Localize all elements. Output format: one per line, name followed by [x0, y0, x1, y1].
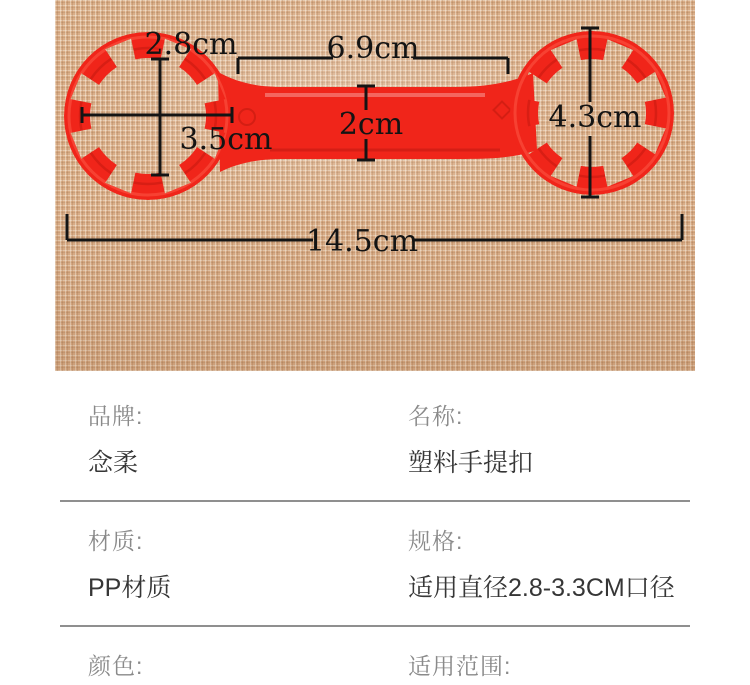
- spec-cell-brand: [88, 377, 408, 500]
- spec-value-spec: 适用直径2.8-3.3CM口径: [408, 574, 675, 602]
- dim-label-bar-width: 2cm: [338, 107, 404, 142]
- spec-label-spec: 规格:: [408, 528, 464, 554]
- spec-cell-name: [408, 377, 690, 500]
- spec-cell-material: [88, 502, 408, 625]
- dimension-bar-length: [238, 31, 508, 74]
- spec-cell-spec: [408, 502, 690, 625]
- dim-label-inner-left: 2.8cm: [144, 27, 238, 62]
- dim-label-outer-left: 3.5cm: [179, 122, 273, 157]
- handle-buckle-illustration: [55, 0, 695, 371]
- dim-label-total-length: 14.5cm: [305, 224, 419, 259]
- spec-value-brand: 念柔: [88, 449, 139, 477]
- spec-label-brand: 品牌:: [88, 403, 144, 429]
- spec-cell-range: [408, 627, 690, 685]
- dim-label-outer-right: 4.3cm: [548, 100, 642, 135]
- spec-label-color: 颜色:: [88, 653, 144, 679]
- spec-label-name: 名称:: [408, 403, 464, 429]
- spec-label-material: 材质:: [88, 528, 144, 554]
- spec-label-range: 适用范围:: [408, 653, 512, 679]
- spec-row-brand-name: [60, 377, 690, 502]
- product-photo: [55, 0, 695, 371]
- spec-value-material: PP材质: [88, 574, 172, 602]
- dim-label-bar-length: 6.9cm: [326, 31, 420, 66]
- spec-value-name: 塑料手提扣: [408, 449, 534, 477]
- spec-cell-color: [88, 627, 408, 685]
- dimension-total-length: [67, 214, 682, 259]
- spec-row-material-spec: [60, 502, 690, 627]
- spec-row-color-range: [60, 627, 690, 685]
